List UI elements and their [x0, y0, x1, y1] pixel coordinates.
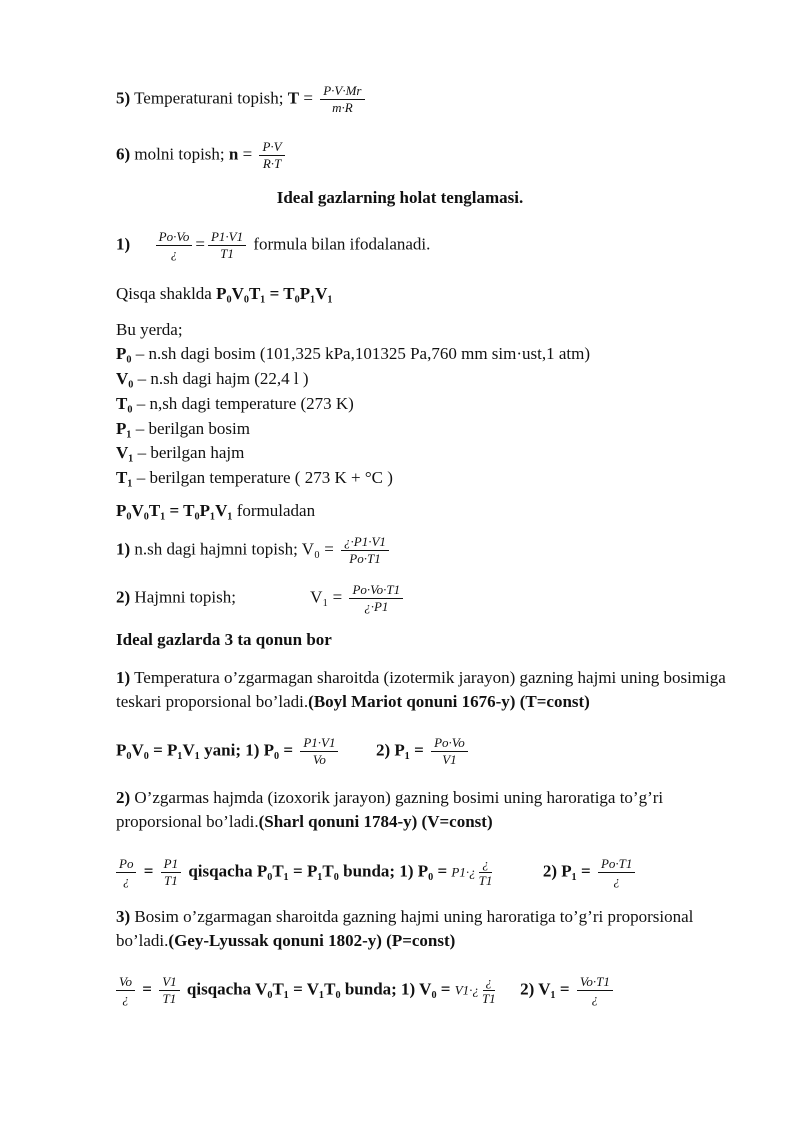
gay-lussac-v0-fraction: $\frac{¿}{T1}$ [481, 974, 496, 1006]
law-charles-formulas: $\frac{Po}{¿}$ = $\frac{P1}{T1}$ qisqacha P₀T₁ = P₁T₀ bunda; 1) P₀ = P1·¿ $\frac{¿}{T1}$ 2) P₁ = $\frac{Po\cdot T1}{¿}$ [116, 857, 638, 888]
definition-row: V₀ – n.sh dagi hajm (22,4 l ) [116, 369, 309, 388]
temperature-fraction: $\frac{P\cdot V\cdot Mr}{m\cdot R}$ [320, 84, 364, 115]
law-boyle-formulas: P₀V₀ = P₁V₁ yani; 1) P₀ = $\frac{P1\cdot V1}{Vo}$ 2) P₁ = $\frac{Po\cdot Vo}{V1}$ [116, 736, 471, 767]
formula-left-fraction: $\frac{Po\cdot Vo}{¿}$ [156, 230, 193, 261]
formuladan-line: P₀V₀T₁ = T₀P₁V₁ formuladan [116, 501, 316, 520]
definition-row: T₀ – n,sh dagi temperature (273 K) [116, 394, 354, 413]
where-label: Bu yerda; [116, 320, 183, 339]
charles-p1-fraction: $\frac{Po\cdot T1}{¿}$ [598, 857, 635, 888]
law-gay-lussac-formulas: $\frac{Vo}{¿}$ = $\frac{V1}{T1}$ qisqacha V₀T₁ = V₁T₀ bunda; 1) V₀ = V1·¿ $\frac{¿}{T1}$ 2) V₁ = $\frac{Vo\cdot T1}{¿}$ [116, 975, 616, 1006]
boyle-p1-fraction: $\frac{Po\cdot Vo}{V1}$ [431, 736, 468, 767]
section-heading-ideal-gas-equation: Ideal gazlarning holat tenglamasi. [276, 188, 524, 207]
charles-left-fraction: $\frac{Po}{¿}$ [116, 857, 136, 888]
volume-normal-formula: 1) n.sh dagi hajmni topish; V₀ = $\frac{¿\cdot P1\cdot V1}{Po\cdot T1}$ [116, 535, 392, 566]
gay-lussac-right-fraction: $\frac{V1}{T1}$ [159, 975, 179, 1006]
definition-row: P₁ – berilgan bosim [116, 419, 250, 438]
gay-lussac-v1-fraction: $\frac{Vo\cdot T1}{¿}$ [577, 975, 613, 1006]
boyle-p0-fraction: $\frac{P1\cdot V1}{Vo}$ [300, 736, 338, 767]
law-gay-lussac: 3) Bosim o’zgarmagan sharoitda gazning hajmi uning haroratiga to’g’ri proporsional bo’ladi.(Gey-Lyussak qonuni 1802-y) (P=const) [116, 907, 694, 950]
volume-normal-fraction: $\frac{¿\cdot P1\cdot V1}{Po\cdot T1}$ [341, 535, 389, 566]
ideal-gas-formula: 1) $\frac{Po\cdot Vo}{¿}$ = $\frac{P1\cdot V1}{T1}$ formula bilan ifodalanadi. [116, 229, 431, 261]
section-heading-three-laws: Ideal gazlarda 3 ta qonun bor [116, 630, 332, 649]
volume-formula: 2) Hajmni topish; V₁ = $\frac{Po\cdot Vo\cdot T1}{¿\cdot P1}$ [116, 583, 406, 614]
formula-right-fraction: $\frac{P1\cdot V1}{T1}$ [208, 230, 246, 261]
step-5-temperature: 5) Temperaturani topish; T = $\frac{P\cdot V\cdot Mr}{m\cdot R}$ [116, 84, 368, 115]
short-form: Qisqa shaklda P₀V₀T₁ = T₀P₁V₁ [116, 284, 333, 303]
law-charles: 2) O’zgarmas hajmda (izoxorik jarayon) gazning bosimi uning haroratiga to’g’ri proporsional bo’ladi.(Sharl qonuni 1784-y) (V=const) [116, 788, 664, 831]
charles-p0-fraction: $\frac{¿}{T1}$ [478, 856, 493, 888]
definition-row: T₁ – berilgan temperature ( 273 K + °C ) [116, 468, 393, 487]
definition-row: P₀ – n.sh dagi bosim (101,325 kPa,101325 Pa,760 mm sim·ust,1 atm) [116, 344, 591, 363]
law-boyle-mariotte: 1) Temperatura o’zgarmagan sharoitda (izotermik jarayon) gazning hajmi uning bosimiga teskari proporsional bo’ladi.(Boyl Mariot qonuni 1676-y) (T=const) [116, 668, 726, 711]
volume-fraction: $\frac{Po\cdot Vo\cdot T1}{¿\cdot P1}$ [349, 583, 403, 614]
step-6-mol: 6) molni topish; n = $\frac{P\cdot V}{R\cdot T}$ [116, 140, 288, 171]
charles-right-fraction: $\frac{P1}{T1}$ [161, 857, 181, 888]
definition-row: V₁ – berilgan hajm [116, 443, 245, 462]
mol-fraction: $\frac{P\cdot V}{R\cdot T}$ [259, 140, 284, 171]
gay-lussac-left-fraction: $\frac{Vo}{¿}$ [116, 975, 135, 1006]
